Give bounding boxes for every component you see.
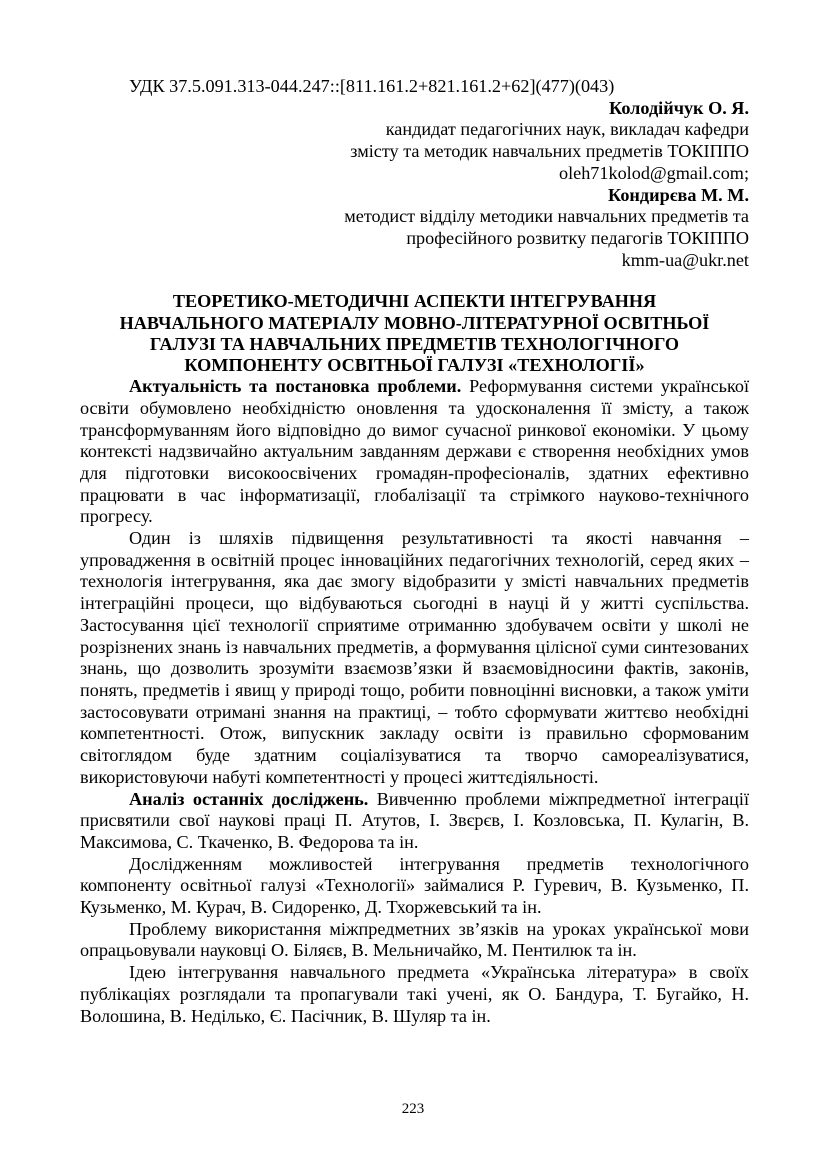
title-line: ТЕОРЕТИКО-МЕТОДИЧНІ АСПЕКТИ ІНТЕГРУВАННЯ — [172, 291, 657, 312]
paragraph-text: Проблему використання міжпредметних зв’язків на уроках української мови опрацьовували науковці О. Біляєв, В. Мельничайко, М. Пентилюк та ін. — [80, 918, 749, 961]
paragraph-text: Один із шляхів підвищення результативності та якості навчання – упровадження в освітній процес інноваційних педагогічних технологій, серед яких – технологія інтегрування, яка дає змогу відобразити у змісті навчальних предметів інтеграційні процеси, що відбуваються сьогодні в науці й у житті суспільства. Застосування цієї технології сприятиме отриманню здобувачем освіти у школі не розрізнених знань із навчальних предметів, а формування цілісної суми синтезованих знань, що дозволить зрозуміти взаємозв’язки й взаємовідносини фактів, законів, понять, предметів і явищ у природі тощо, робити повноцінні висновки, а також уміти застосовувати отримані знання на практиці, – тобто сформувати життєво необхідні компетентності. Отож, випускник закладу освіти із правильно сформованим світоглядом буде здатним соціалізуватися та творчо самореалізуватися, використовуючи набуті компетентності у процесі життєдіяльності. — [80, 528, 749, 787]
article-page — [80, 76, 749, 1027]
author-email: oleh71kolod@gmail.com; — [558, 162, 749, 183]
paragraph-lead: Актуальність та постановка проблеми. — [129, 376, 462, 397]
paragraph-research-analysis — [80, 789, 749, 854]
title-line: ГАЛУЗІ ТА НАВЧАЛЬНИХ ПРЕДМЕТІВ ТЕХНОЛОГІЧНОГО — [149, 333, 680, 354]
paragraph-relevance — [80, 376, 749, 528]
paragraph-text: Ідею інтегрування навчального предмета «Українська література» в своїх публікаціях розглядали та пропагували такі учені, як О. Бандура, Т. Бугайко, Н. Волошина, В. Неділько, Є. Пасічник, В. Шуляр та ін. — [80, 962, 749, 1026]
paragraph-lead: Аналіз останніх досліджень. — [129, 788, 369, 809]
page-number: 223 — [401, 1101, 425, 1117]
paragraph-ukrainian-literature — [80, 962, 749, 1027]
author-block-2 — [80, 185, 749, 272]
udc-code: УДК 37.5.091.313-044.247::[811.161.2+821.161.2+62](477)(043) — [129, 76, 615, 96]
paragraph-integration-technology — [80, 528, 749, 788]
author-email: kmm-ua@ukr.net — [621, 249, 749, 270]
paragraph-text: Реформування системи української освіти обумовлено необхідністю оновлення та удосконалення її змісту, а також трансформуванням його відповідно до вимог сучасної ринкової економіки. У цьому контексті надзвичайно актуальним завданням держави є створення необхідних умов для підготовки високоосвічених громадян-професіоналів, здатних ефективно працювати в час інформатизації, глобалізації та стрімкого науково-технічного прогресу. — [80, 376, 749, 527]
paragraph-text: Вивченню проблеми міжпредметної інтеграції присвятили свої наукові праці П. Атутов, І. Звєрєв, І. Козловська, П. Кулагін, В. Максимова, С. Ткаченко, В. Федорова та ін. — [80, 788, 749, 852]
paragraph-technology-research — [80, 854, 749, 919]
author-position: методист відділу методики навчальних предметів та — [344, 206, 749, 227]
author-name: Кондирєва М. М. — [608, 184, 749, 205]
article-title — [80, 291, 749, 376]
author-name: Колодійчук О. Я. — [609, 97, 749, 118]
author-block-1 — [80, 98, 749, 185]
title-line: КОМПОНЕНТУ ОСВІТНЬОЇ ГАЛУЗІ «ТЕХНОЛОГІЇ» — [184, 354, 645, 375]
title-line: НАВЧАЛЬНОГО МАТЕРІАЛУ МОВНО-ЛІТЕРАТУРНОЇ ОСВІТНЬОЇ — [119, 312, 710, 333]
paragraph-text: Дослідженням можливостей інтегрування предметів технологічного компоненту освітньої галузі «Технології» займалися Р. Гуревич, В. Кузьменко, П. Кузьменко, М. Курач, В. Сидоренко, Д. Тхоржевський та ін. — [80, 853, 749, 918]
author-affiliation: професійного розвитку педагогів ТОКІППО — [406, 227, 749, 248]
author-affiliation: змісту та методик навчальних предметів ТОКІППО — [350, 141, 749, 162]
author-position: кандидат педагогічних наук, викладач кафедри — [385, 119, 749, 140]
paragraph-ukrainian-language — [80, 919, 749, 962]
